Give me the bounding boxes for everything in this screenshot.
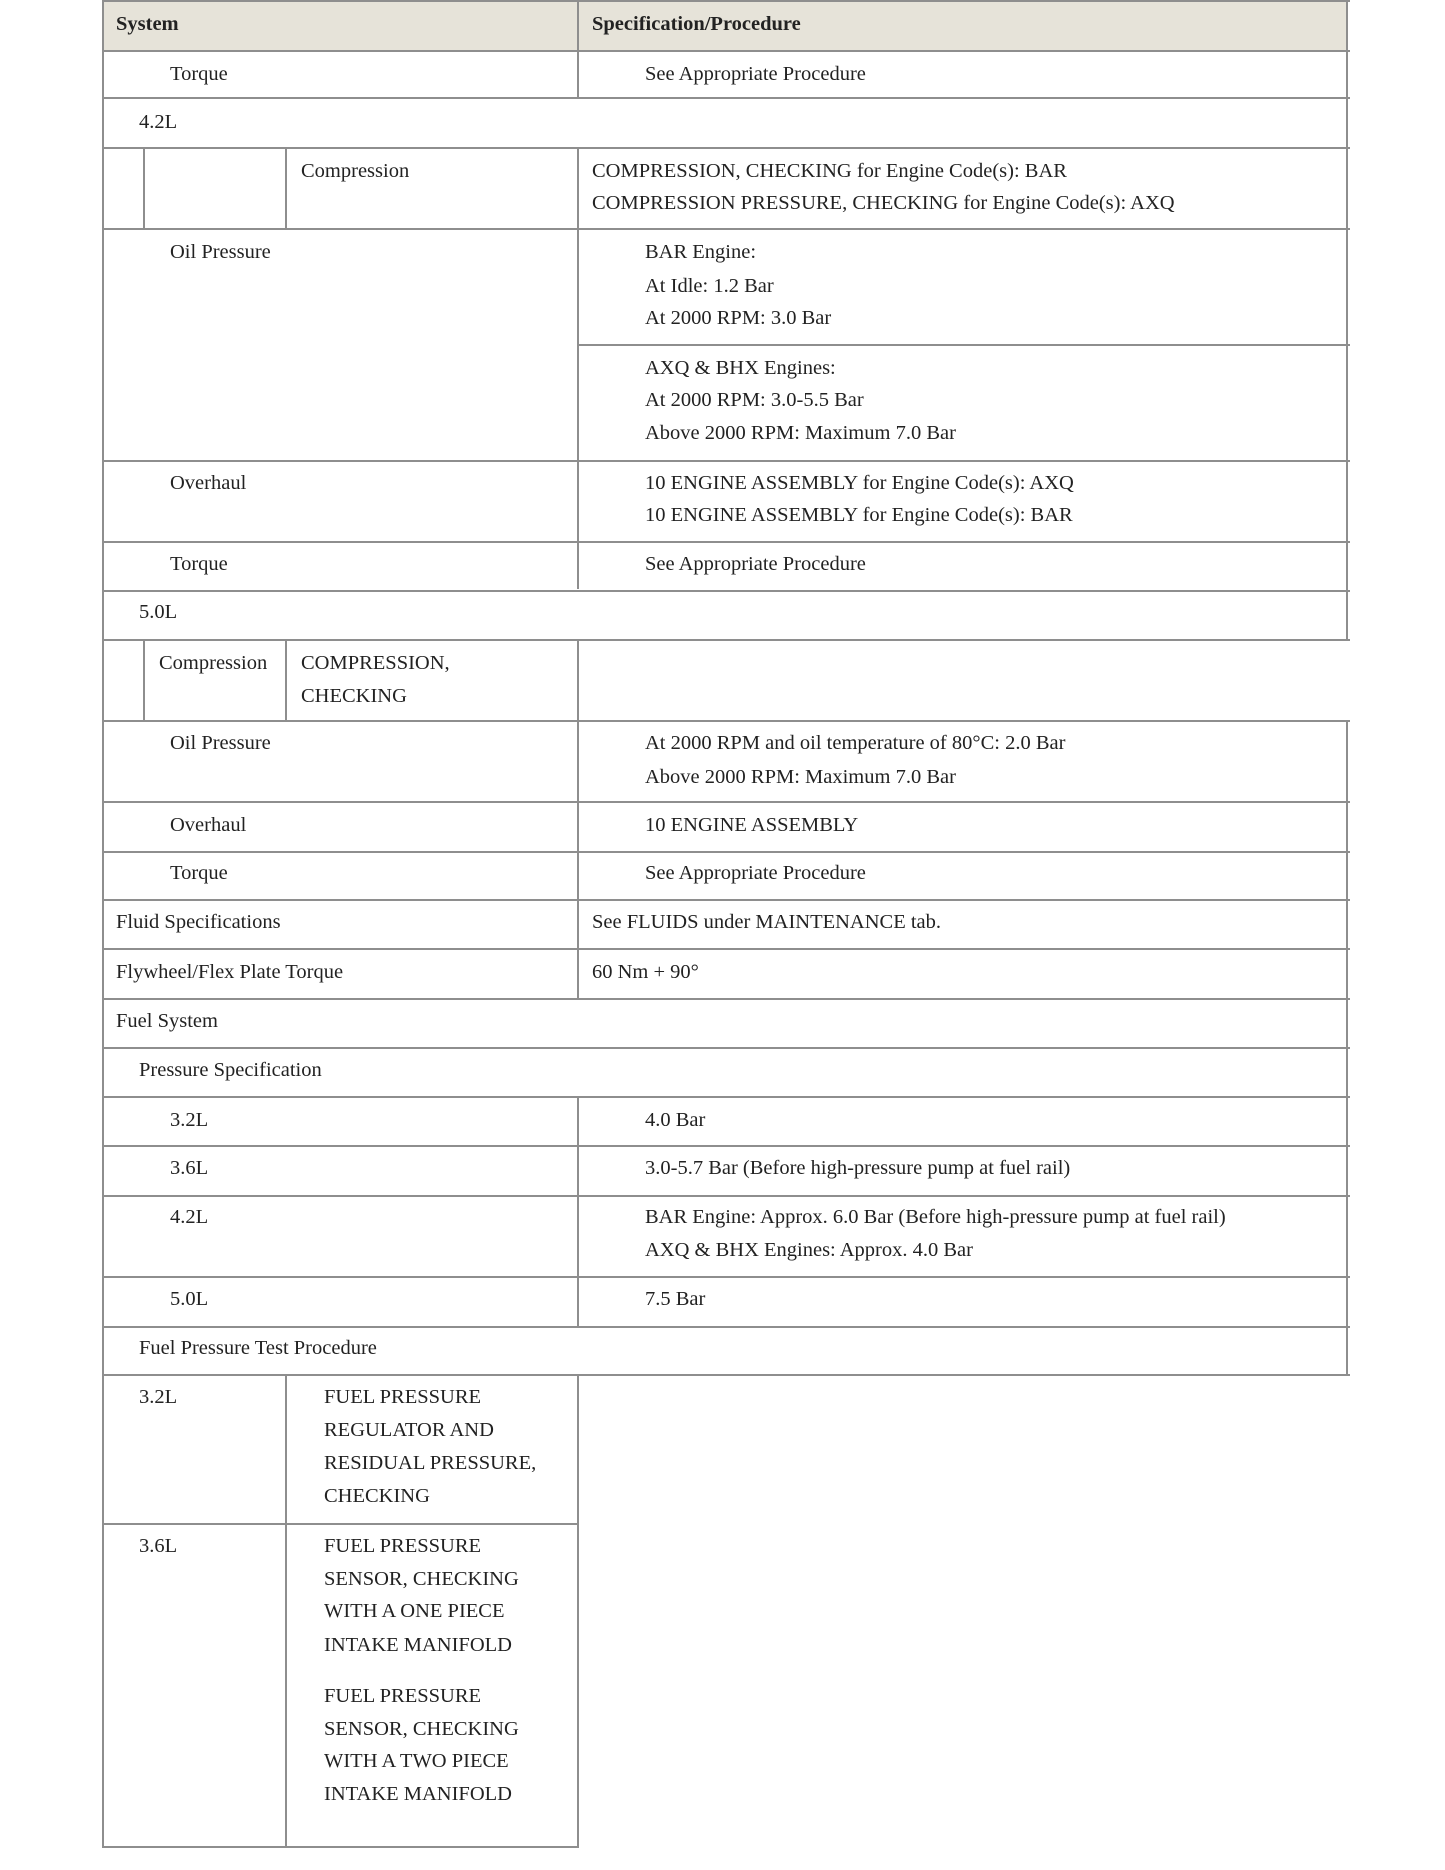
cell-fuel-42-spec-1: BAR Engine: Approx. 6.0 Bar (Before high-pressure pump at fuel rail) — [645, 1206, 1226, 1228]
cell-oil-42-bar-2: At Idle: 1.2 Bar — [645, 275, 774, 297]
cell-torque-50: Torque — [170, 862, 228, 884]
cell-test-32-proc-2: REGULATOR AND — [324, 1419, 494, 1441]
cell-fuel-32-spec: 4.0 Bar — [645, 1109, 706, 1131]
cell-flywheel-torque-spec: 60 Nm + 90° — [592, 961, 699, 983]
row-divider — [102, 1195, 1350, 1197]
cell-oil-pressure-42: Oil Pressure — [170, 241, 271, 263]
cell-compression-42-spec-1: COMPRESSION, CHECKING for Engine Code(s): BAR — [592, 160, 1067, 182]
cell-fuel-50-spec: 7.5 Bar — [645, 1288, 706, 1310]
cell-oil-42-axq-2: At 2000 RPM: 3.0-5.5 Bar — [645, 389, 864, 411]
cell-oil-42-axq-1: AXQ & BHX Engines: — [645, 357, 836, 379]
cell-fuel-36: 3.6L — [170, 1157, 209, 1179]
row-divider — [102, 1523, 578, 1525]
column-divider — [577, 1374, 579, 1848]
cell-test-32-proc-3: RESIDUAL PRESSURE, — [324, 1452, 537, 1474]
column-divider — [1346, 0, 1348, 641]
cell-test-36-proc-b2: SENSOR, CHECKING — [324, 1718, 519, 1740]
cell-compression-50: Compression — [159, 652, 268, 674]
cell-test-36-proc-b1: FUEL PRESSURE — [324, 1685, 482, 1707]
column-divider — [285, 147, 287, 230]
column-divider — [577, 1096, 579, 1326]
row-divider — [102, 147, 1350, 149]
cell-oil-pressure-50: Oil Pressure — [170, 732, 271, 754]
column-divider — [577, 147, 579, 589]
row-divider — [102, 97, 1350, 99]
cell-torque-42: Torque — [170, 553, 228, 575]
cell-test-36-proc-a2: SENSOR, CHECKING — [324, 1568, 519, 1590]
cell-test-36-proc-a4: INTAKE MANIFOLD — [324, 1634, 512, 1656]
cell-fluid-specifications-spec: See FLUIDS under MAINTENANCE tab. — [592, 911, 942, 933]
cell-overhaul-50: Overhaul — [170, 814, 247, 836]
column-divider — [285, 1374, 287, 1848]
cell-fuel-50: 5.0L — [170, 1288, 209, 1310]
column-divider — [143, 147, 145, 230]
cell-test-32: 3.2L — [139, 1386, 178, 1408]
row-divider — [102, 1374, 1350, 1376]
column-divider — [1346, 720, 1348, 1376]
column-divider — [577, 0, 579, 99]
cell-test-36-proc-a3: WITH A ONE PIECE — [324, 1600, 505, 1622]
row-divider — [102, 1276, 1350, 1278]
cell-flywheel-torque: Flywheel/Flex Plate Torque — [116, 961, 344, 983]
cell-fuel-42-spec-2: AXQ & BHX Engines: Approx. 4.0 Bar — [645, 1239, 973, 1261]
header-system: System — [116, 13, 179, 35]
cell-overhaul-42: Overhaul — [170, 472, 247, 494]
row-divider — [102, 228, 1350, 230]
cell-compression-50-proc-2: CHECKING — [301, 685, 407, 707]
column-divider — [102, 0, 104, 1848]
row-divider — [102, 998, 1350, 1000]
row-divider — [102, 541, 1350, 543]
cell-test-32-proc-4: CHECKING — [324, 1485, 430, 1507]
cell-test-36: 3.6L — [139, 1535, 178, 1557]
cell-torque-42-spec: See Appropriate Procedure — [645, 553, 866, 575]
row-divider — [102, 851, 1350, 853]
cell-torque-1: Torque — [170, 63, 228, 85]
row-divider — [102, 1846, 578, 1848]
cell-pressure-specification: Pressure Specification — [139, 1059, 322, 1081]
row-divider — [102, 50, 1350, 52]
column-divider — [285, 639, 287, 722]
cell-fluid-specifications: Fluid Specifications — [116, 911, 281, 933]
cell-test-36-proc-b4: INTAKE MANIFOLD — [324, 1783, 512, 1805]
cell-fuel-system: Fuel System — [116, 1010, 218, 1032]
cell-torque-50-spec: See Appropriate Procedure — [645, 862, 866, 884]
cell-oil-42-bar-3: At 2000 RPM: 3.0 Bar — [645, 307, 832, 329]
row-divider — [102, 1096, 1350, 1098]
row-divider — [102, 460, 1350, 462]
row-divider — [102, 1047, 1350, 1049]
cell-torque-1-spec: See Appropriate Procedure — [645, 63, 866, 85]
cell-oil-50-spec-2: Above 2000 RPM: Maximum 7.0 Bar — [645, 766, 956, 788]
cell-engine-42: 4.2L — [139, 111, 178, 133]
cell-test-36-proc-a1: FUEL PRESSURE — [324, 1535, 482, 1557]
cell-overhaul-50-spec: 10 ENGINE ASSEMBLY — [645, 814, 859, 836]
row-divider — [102, 899, 1350, 901]
row-divider — [102, 1326, 1350, 1328]
cell-oil-50-spec-1: At 2000 RPM and oil temperature of 80°C: 2.0 Bar — [645, 732, 1066, 754]
cell-compression-42-spec-2: COMPRESSION PRESSURE, CHECKING for Engine Code(s): AXQ — [592, 192, 1175, 214]
row-divider — [102, 590, 1350, 592]
cell-oil-42-bar-1: BAR Engine: — [645, 241, 757, 263]
row-divider — [102, 801, 1350, 803]
cell-fuel-42: 4.2L — [170, 1206, 209, 1228]
cell-fuel-36-spec: 3.0-5.7 Bar (Before high-pressure pump at fuel rail) — [645, 1157, 1071, 1179]
cell-oil-42-axq-3: Above 2000 RPM: Maximum 7.0 Bar — [645, 422, 956, 444]
cell-compression-42: Compression — [301, 160, 410, 182]
cell-test-36-proc-b3: WITH A TWO PIECE — [324, 1750, 509, 1772]
cell-engine-50: 5.0L — [139, 601, 178, 623]
column-divider — [143, 639, 145, 722]
row-divider — [102, 720, 1350, 722]
row-divider — [578, 344, 1350, 346]
row-divider — [102, 948, 1350, 950]
cell-test-32-proc-1: FUEL PRESSURE — [324, 1386, 482, 1408]
cell-compression-50-proc-1: COMPRESSION, — [301, 652, 450, 674]
column-divider — [577, 639, 579, 999]
cell-overhaul-42-spec-1: 10 ENGINE ASSEMBLY for Engine Code(s): AXQ — [645, 472, 1074, 494]
row-divider — [102, 639, 1350, 641]
cell-fuel-pressure-test-procedure: Fuel Pressure Test Procedure — [139, 1337, 377, 1359]
header-specification: Specification/Procedure — [592, 13, 801, 35]
row-divider — [102, 1145, 1350, 1147]
row-divider — [102, 0, 1350, 2]
cell-fuel-32: 3.2L — [170, 1109, 209, 1131]
cell-overhaul-42-spec-2: 10 ENGINE ASSEMBLY for Engine Code(s): BAR — [645, 504, 1073, 526]
